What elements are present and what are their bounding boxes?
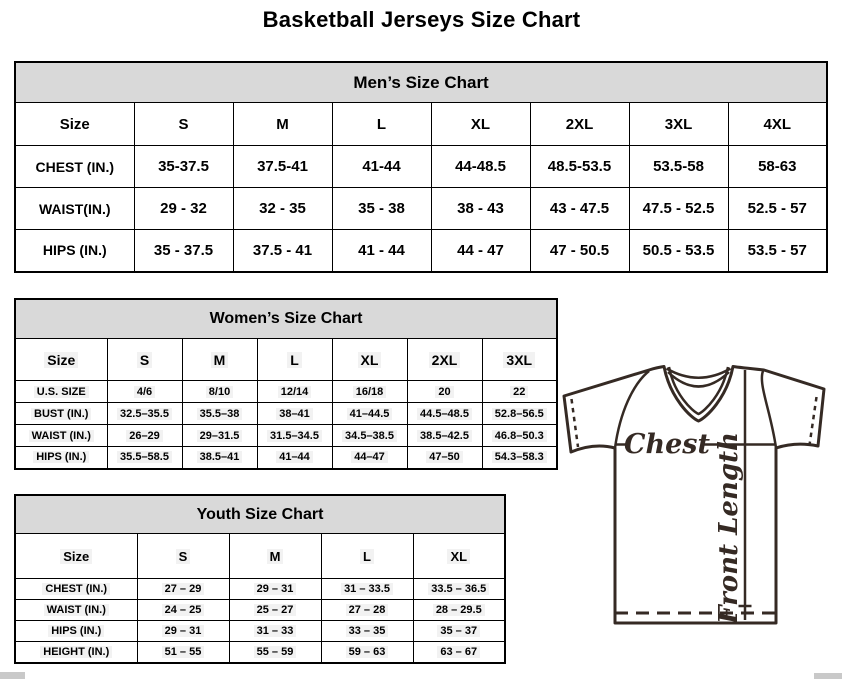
row-label <box>15 621 137 642</box>
mens-table-header-band <box>15 62 827 103</box>
size-value <box>413 600 505 621</box>
mens-column-header-row <box>15 103 827 146</box>
size-value <box>332 403 407 425</box>
column-header: L <box>332 103 431 146</box>
row-label <box>15 425 107 447</box>
cell-text: 29–31.5 <box>197 430 243 442</box>
cell-text: 35 – 37 <box>437 625 480 637</box>
cell-text: 20 <box>435 386 453 398</box>
table-row <box>15 600 505 621</box>
size-value <box>407 381 482 403</box>
cell-text: 2XL <box>429 352 461 368</box>
column-header: M <box>233 103 332 146</box>
size-value <box>332 425 407 447</box>
size-value: 35-37.5 <box>134 146 233 188</box>
size-value <box>257 403 332 425</box>
size-value <box>257 425 332 447</box>
size-value <box>107 425 182 447</box>
womens-column-header-row <box>15 339 557 381</box>
size-value <box>482 425 557 447</box>
column-header: 3XL <box>629 103 728 146</box>
table-row <box>15 642 505 663</box>
cell-text: 46.8–50.3 <box>492 430 547 442</box>
size-value <box>407 425 482 447</box>
front-length-label: Front Length <box>714 432 744 624</box>
table-row <box>15 146 827 188</box>
column-header: 4XL <box>728 103 827 146</box>
table-row <box>15 188 827 230</box>
table-row <box>15 621 505 642</box>
cell-text: WAIST (IN.) <box>44 604 109 616</box>
size-value: 44 - 47 <box>431 230 530 272</box>
chest-label: Chest <box>624 429 710 460</box>
size-value <box>257 447 332 469</box>
cell-text: 27 – 29 <box>162 583 205 595</box>
cell-text: 38–41 <box>276 408 313 420</box>
row-label <box>15 600 137 621</box>
cell-text: HIPS (IN.) <box>48 625 104 637</box>
cell-text: Size <box>60 549 92 564</box>
size-value <box>407 447 482 469</box>
cell-text: 28 – 29.5 <box>433 604 485 616</box>
row-label <box>15 579 137 600</box>
size-value <box>229 642 321 663</box>
table-row <box>15 230 827 272</box>
column-header <box>407 339 482 381</box>
column-header <box>15 534 137 579</box>
cell-text: 29 – 31 <box>162 625 205 637</box>
column-header <box>413 534 505 579</box>
cell-text: 22 <box>510 386 528 398</box>
column-header <box>257 339 332 381</box>
size-value <box>413 579 505 600</box>
table-row <box>15 425 557 447</box>
column-header: 2XL <box>530 103 629 146</box>
size-value: 47 - 50.5 <box>530 230 629 272</box>
cell-text: 24 – 25 <box>162 604 205 616</box>
size-value: 29 - 32 <box>134 188 233 230</box>
size-value <box>321 579 413 600</box>
cell-text: XL <box>358 352 382 368</box>
youth-table-header-band <box>15 495 505 534</box>
cell-text: 31 – 33.5 <box>341 583 393 595</box>
cell-text: 12/14 <box>278 386 312 398</box>
row-label <box>15 381 107 403</box>
jersey-outline <box>564 367 824 624</box>
size-value <box>107 447 182 469</box>
row-label: HIPS (IN.) <box>15 230 134 272</box>
size-value: 58-63 <box>728 146 827 188</box>
cell-text: 29 – 31 <box>254 583 297 595</box>
cell-text: 63 – 67 <box>437 646 480 658</box>
size-value: 41-44 <box>332 146 431 188</box>
size-value <box>137 642 229 663</box>
cell-text: 44.5–48.5 <box>417 408 472 420</box>
size-value: 37.5-41 <box>233 146 332 188</box>
cell-text: 51 – 55 <box>162 646 205 658</box>
size-value <box>332 381 407 403</box>
cell-text: 33 – 35 <box>346 625 389 637</box>
cell-text: M <box>211 352 229 368</box>
cell-text: 47–50 <box>426 451 463 463</box>
row-label <box>15 403 107 425</box>
size-value: 47.5 - 52.5 <box>629 188 728 230</box>
cell-text: CHEST (IN.) <box>42 583 110 595</box>
size-value <box>321 621 413 642</box>
column-header: S <box>134 103 233 146</box>
size-value <box>413 642 505 663</box>
row-label <box>15 642 137 663</box>
cell-text: 3XL <box>503 352 535 368</box>
size-value: 32 - 35 <box>233 188 332 230</box>
column-header <box>15 339 107 381</box>
column-header <box>182 339 257 381</box>
cell-text: Size <box>44 352 78 368</box>
column-header <box>332 339 407 381</box>
cell-text: 41–44.5 <box>347 408 393 420</box>
size-value: 38 - 43 <box>431 188 530 230</box>
cell-text: L <box>360 549 374 564</box>
cell-text: 26–29 <box>126 430 163 442</box>
column-header <box>482 339 557 381</box>
row-label: WAIST(IN.) <box>15 188 134 230</box>
table-row <box>15 447 557 469</box>
size-value <box>482 381 557 403</box>
womens-size-table <box>14 298 558 470</box>
cell-text: WAIST (IN.) <box>29 430 94 442</box>
cell-text: 54.3–58.3 <box>492 451 547 463</box>
size-value <box>182 447 257 469</box>
size-value <box>229 621 321 642</box>
cell-text: 32.5–35.5 <box>117 408 172 420</box>
left-cuff-dashed-line <box>572 399 579 447</box>
table-row <box>15 403 557 425</box>
size-value <box>182 425 257 447</box>
cell-text: 31.5–34.5 <box>267 430 322 442</box>
column-header <box>229 534 321 579</box>
right-armhole-seam <box>762 371 776 448</box>
size-value <box>407 403 482 425</box>
cell-text: 44–47 <box>351 451 388 463</box>
youth-size-table <box>14 494 506 664</box>
size-value <box>137 621 229 642</box>
size-value: 52.5 - 57 <box>728 188 827 230</box>
size-value: 35 - 37.5 <box>134 230 233 272</box>
cell-text: 35.5–58.5 <box>117 451 172 463</box>
size-value: 35 - 38 <box>332 188 431 230</box>
cell-text: 16/18 <box>353 386 387 398</box>
cell-text: L <box>287 352 302 368</box>
cell-text: 35.5–38 <box>197 408 243 420</box>
size-value: 50.5 - 53.5 <box>629 230 728 272</box>
size-value: 43 - 47.5 <box>530 188 629 230</box>
cell-text: XL <box>447 549 470 564</box>
size-value: 44-48.5 <box>431 146 530 188</box>
collar-back-arc-upper <box>667 369 731 378</box>
size-value <box>413 621 505 642</box>
youth-column-header-row <box>15 534 505 579</box>
size-value <box>229 579 321 600</box>
table-row <box>15 579 505 600</box>
jersey-diagram <box>556 356 842 628</box>
womens-table-title: Women’s Size Chart <box>15 299 557 339</box>
mens-table-title: Men’s Size Chart <box>15 62 827 103</box>
right-cuff-dashed-line <box>810 397 817 445</box>
scrollbar-fragment-left[interactable] <box>0 672 25 679</box>
column-header: XL <box>431 103 530 146</box>
size-value <box>182 403 257 425</box>
cell-text: U.S. SIZE <box>34 386 89 398</box>
size-value <box>321 600 413 621</box>
size-value <box>332 447 407 469</box>
mens-size-table <box>14 61 828 273</box>
cell-text: 27 – 28 <box>346 604 389 616</box>
size-value: 48.5-53.5 <box>530 146 629 188</box>
size-value: 37.5 - 41 <box>233 230 332 272</box>
scrollbar-fragment-right[interactable] <box>814 673 842 679</box>
table-row <box>15 381 557 403</box>
size-value <box>107 403 182 425</box>
cell-text: HIPS (IN.) <box>33 451 89 463</box>
size-value: 53.5 - 57 <box>728 230 827 272</box>
cell-text: 4/6 <box>134 386 155 398</box>
column-header <box>107 339 182 381</box>
cell-text: HEIGHT (IN.) <box>40 646 112 658</box>
size-value <box>107 381 182 403</box>
cell-text: 34.5–38.5 <box>342 430 397 442</box>
cell-text: 38.5–42.5 <box>417 430 472 442</box>
cell-text: M <box>267 549 284 564</box>
cell-text: 55 – 59 <box>254 646 297 658</box>
page-title: Basketball Jerseys Size Chart <box>262 7 581 32</box>
size-value: 41 - 44 <box>332 230 431 272</box>
cell-text: 52.8–56.5 <box>492 408 547 420</box>
size-value <box>229 600 321 621</box>
row-label: CHEST (IN.) <box>15 146 134 188</box>
size-value <box>482 447 557 469</box>
size-value <box>182 381 257 403</box>
row-label <box>15 447 107 469</box>
cell-text: 33.5 – 36.5 <box>428 583 489 595</box>
size-value <box>321 642 413 663</box>
size-value <box>137 579 229 600</box>
cell-text: S <box>137 352 152 368</box>
cell-text: 59 – 63 <box>346 646 389 658</box>
column-header <box>321 534 413 579</box>
size-value <box>137 600 229 621</box>
size-value <box>482 403 557 425</box>
cell-text: 41–44 <box>276 451 313 463</box>
size-value: 53.5-58 <box>629 146 728 188</box>
cell-text: BUST (IN.) <box>31 408 91 420</box>
youth-table-title: Youth Size Chart <box>15 495 505 534</box>
cell-text: S <box>176 549 191 564</box>
cell-text: 25 – 27 <box>254 604 297 616</box>
cell-text: 31 – 33 <box>254 625 297 637</box>
size-value <box>257 381 332 403</box>
cell-text: 38.5–41 <box>197 451 243 463</box>
womens-table-header-band <box>15 299 557 339</box>
column-header: Size <box>15 103 134 146</box>
cell-text: 8/10 <box>206 386 233 398</box>
column-header <box>137 534 229 579</box>
